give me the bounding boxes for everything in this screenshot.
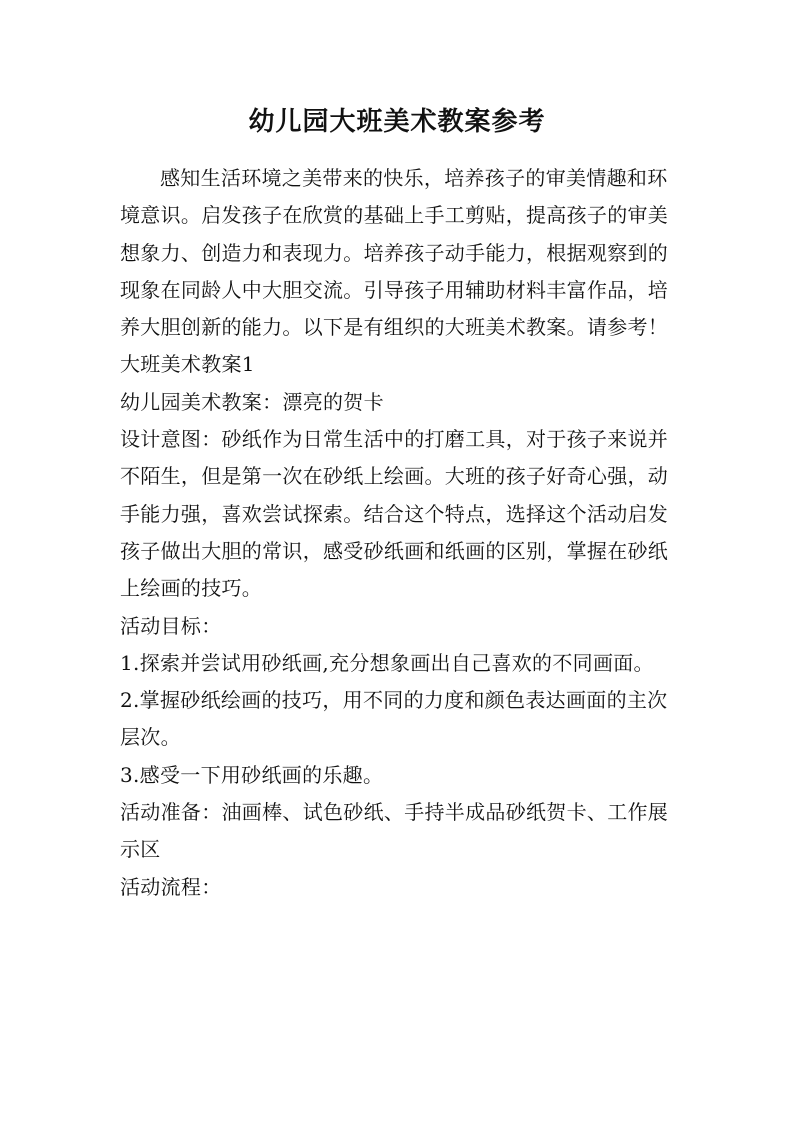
- goal-item-1: 1.探索并尝试用砂纸画,充分想象画出自己喜欢的不同画面。: [120, 650, 654, 675]
- goal-item-2: 2.掌握砂纸绘画的技巧，用不同的力度和颜色表达画面的主次层次。: [120, 688, 668, 750]
- activity-goals-heading: 活动目标：: [120, 613, 222, 638]
- design-intent-paragraph: 设计意图：砂纸作为日常生活中的打磨工具，对于孩子来说并不陌生，但是第一次在砂纸上绘画。大班的孩子好奇心强，动手能力强，喜欢尝试探索。结合这个特点，选择这个活动启发孩子做出大胆的常识，感受砂纸画和纸画的区别，掌握在砂纸上绘画的技巧。: [120, 427, 669, 601]
- goal-item-3: 3.感受一下用砂纸画的乐趣。: [120, 762, 384, 787]
- activity-preparation: 活动准备：油画棒、试色砂纸、手持半成品砂纸贺卡、工作展示区: [120, 800, 669, 862]
- document-title: 幼儿园大班美术教案参考: [248, 107, 546, 137]
- intro-paragraph: 感知生活环境之美带来的快乐，培养孩子的审美情趣和环境意识。启发孩子在欣赏的基础上手工剪贴，提高孩子的审美想象力、创造力和表现力。培养孩子动手能力，根据观察到的现象在同龄人中大胆交流。引导孩子用辅助材料丰富作品，培养大胆创新的能力。以下是有组织的大班美术教案。请参考！: [120, 166, 669, 340]
- document-body: [120, 160, 676, 906]
- lesson-title: 幼儿园美术教案：漂亮的贺卡: [120, 389, 384, 414]
- activity-process-heading: 活动流程：: [120, 874, 222, 899]
- section-heading: 大班美术教案1: [120, 352, 255, 377]
